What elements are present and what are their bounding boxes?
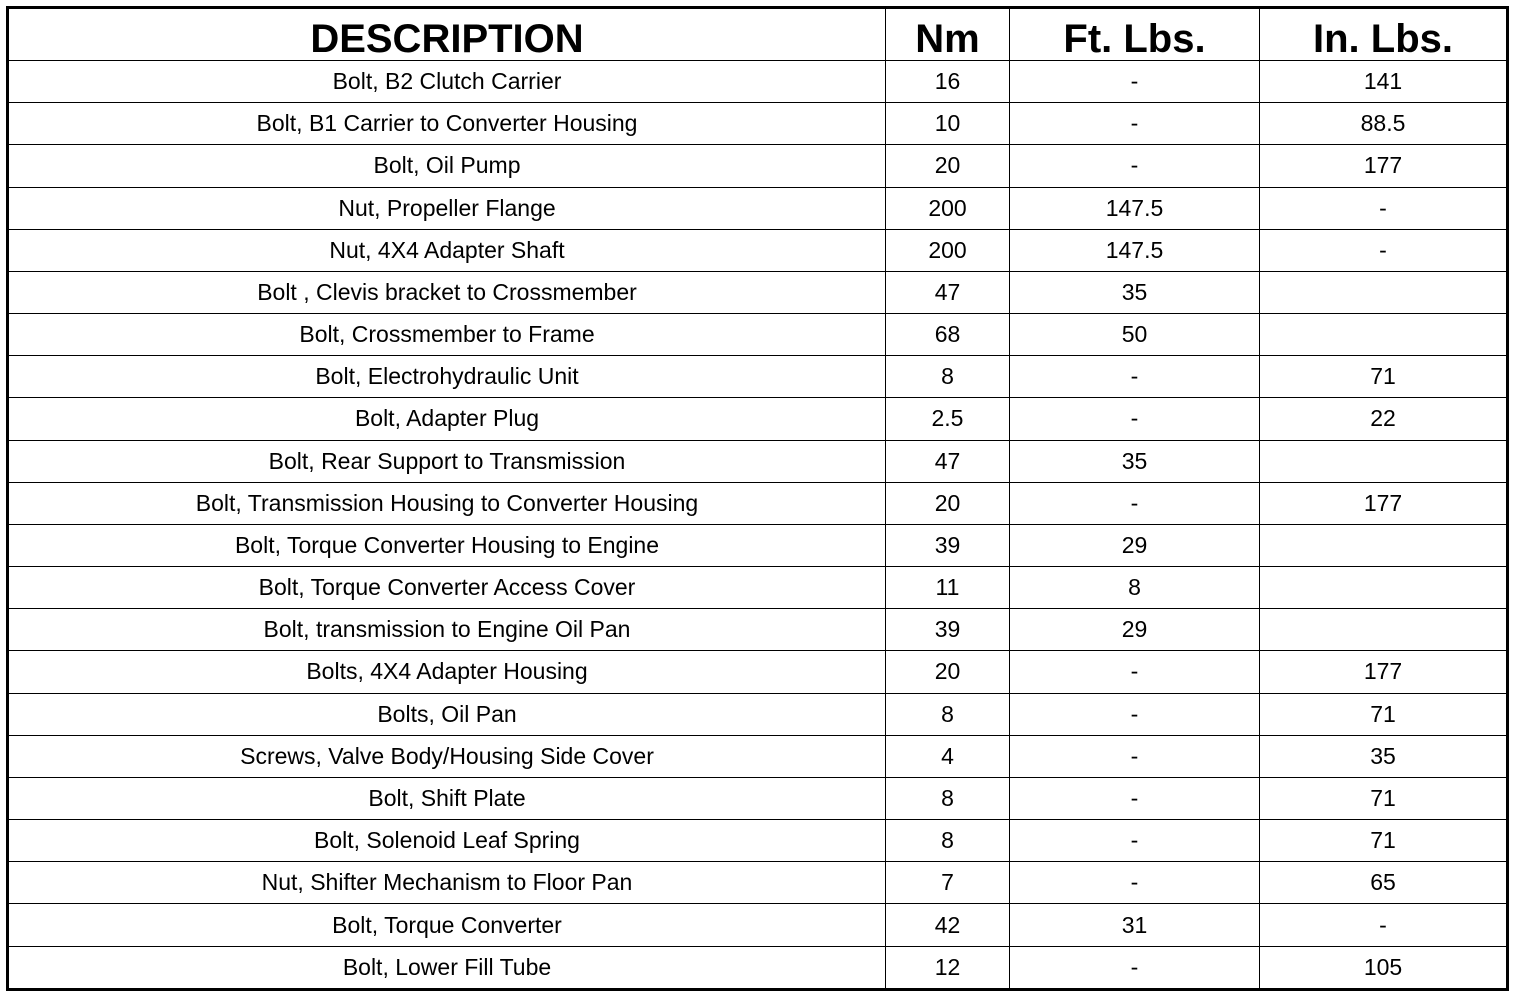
cell-in-lbs: 35 xyxy=(1260,735,1508,777)
cell-in-lbs xyxy=(1260,609,1508,651)
table-row xyxy=(8,145,1508,187)
cell-nm: 8 xyxy=(886,693,1010,735)
cell-description: Nut, Propeller Flange xyxy=(8,187,886,229)
cell-nm: 8 xyxy=(886,356,1010,398)
cell-description: Nut, 4X4 Adapter Shaft xyxy=(8,229,886,271)
header-in-lbs: In. Lbs. xyxy=(1260,8,1508,61)
cell-in-lbs: 22 xyxy=(1260,398,1508,440)
cell-nm: 200 xyxy=(886,187,1010,229)
cell-ft-lbs: - xyxy=(1010,651,1260,693)
cell-nm: 200 xyxy=(886,229,1010,271)
table-row xyxy=(8,946,1508,989)
cell-ft-lbs: 50 xyxy=(1010,314,1260,356)
table-row xyxy=(8,398,1508,440)
cell-in-lbs: 88.5 xyxy=(1260,103,1508,145)
header-nm: Nm xyxy=(886,8,1010,61)
cell-in-lbs: 71 xyxy=(1260,820,1508,862)
cell-description: Bolt, Solenoid Leaf Spring xyxy=(8,820,886,862)
cell-in-lbs: 71 xyxy=(1260,777,1508,819)
cell-in-lbs xyxy=(1260,271,1508,313)
cell-ft-lbs: - xyxy=(1010,693,1260,735)
table-row xyxy=(8,314,1508,356)
cell-ft-lbs: - xyxy=(1010,398,1260,440)
cell-nm: 20 xyxy=(886,482,1010,524)
cell-nm: 16 xyxy=(886,61,1010,103)
table-row xyxy=(8,440,1508,482)
cell-in-lbs: - xyxy=(1260,904,1508,946)
table-row xyxy=(8,524,1508,566)
cell-description: Bolts, Oil Pan xyxy=(8,693,886,735)
cell-ft-lbs: 147.5 xyxy=(1010,187,1260,229)
cell-ft-lbs: 35 xyxy=(1010,271,1260,313)
cell-description: Bolt , Clevis bracket to Crossmember xyxy=(8,271,886,313)
cell-ft-lbs: - xyxy=(1010,61,1260,103)
cell-description: Bolt, B2 Clutch Carrier xyxy=(8,61,886,103)
cell-nm: 39 xyxy=(886,524,1010,566)
table-row xyxy=(8,567,1508,609)
cell-description: Bolt, Electrohydraulic Unit xyxy=(8,356,886,398)
cell-nm: 7 xyxy=(886,862,1010,904)
torque-spec-table xyxy=(6,6,1509,991)
cell-description: Bolt, Lower Fill Tube xyxy=(8,946,886,989)
table-row xyxy=(8,651,1508,693)
cell-nm: 12 xyxy=(886,946,1010,989)
table-row xyxy=(8,777,1508,819)
cell-in-lbs: 141 xyxy=(1260,61,1508,103)
cell-in-lbs: 71 xyxy=(1260,693,1508,735)
cell-description: Nut, Shifter Mechanism to Floor Pan xyxy=(8,862,886,904)
table-row xyxy=(8,482,1508,524)
cell-description: Bolt, Crossmember to Frame xyxy=(8,314,886,356)
cell-in-lbs: - xyxy=(1260,187,1508,229)
cell-nm: 20 xyxy=(886,145,1010,187)
cell-ft-lbs: - xyxy=(1010,735,1260,777)
cell-ft-lbs: - xyxy=(1010,862,1260,904)
cell-description: Bolt, transmission to Engine Oil Pan xyxy=(8,609,886,651)
table-header-row xyxy=(8,8,1508,61)
cell-ft-lbs: - xyxy=(1010,820,1260,862)
cell-nm: 68 xyxy=(886,314,1010,356)
cell-nm: 47 xyxy=(886,440,1010,482)
cell-in-lbs xyxy=(1260,567,1508,609)
table-row xyxy=(8,820,1508,862)
cell-in-lbs: - xyxy=(1260,229,1508,271)
cell-ft-lbs: - xyxy=(1010,103,1260,145)
cell-in-lbs xyxy=(1260,524,1508,566)
cell-description: Screws, Valve Body/Housing Side Cover xyxy=(8,735,886,777)
cell-ft-lbs: - xyxy=(1010,777,1260,819)
cell-description: Bolt, Torque Converter Housing to Engine xyxy=(8,524,886,566)
cell-description: Bolts, 4X4 Adapter Housing xyxy=(8,651,886,693)
cell-ft-lbs: - xyxy=(1010,356,1260,398)
cell-description: Bolt, Torque Converter xyxy=(8,904,886,946)
cell-in-lbs: 177 xyxy=(1260,651,1508,693)
cell-ft-lbs: 31 xyxy=(1010,904,1260,946)
cell-nm: 10 xyxy=(886,103,1010,145)
cell-nm: 8 xyxy=(886,820,1010,862)
cell-in-lbs xyxy=(1260,440,1508,482)
cell-ft-lbs: - xyxy=(1010,482,1260,524)
cell-nm: 47 xyxy=(886,271,1010,313)
table-body xyxy=(8,61,1508,990)
cell-ft-lbs: - xyxy=(1010,145,1260,187)
table-row xyxy=(8,103,1508,145)
table-row xyxy=(8,609,1508,651)
cell-in-lbs: 177 xyxy=(1260,482,1508,524)
cell-ft-lbs: 147.5 xyxy=(1010,229,1260,271)
table-row xyxy=(8,61,1508,103)
header-description: DESCRIPTION xyxy=(8,8,886,61)
cell-description: Bolt, Adapter Plug xyxy=(8,398,886,440)
cell-nm: 20 xyxy=(886,651,1010,693)
cell-in-lbs xyxy=(1260,314,1508,356)
table-row xyxy=(8,862,1508,904)
cell-in-lbs: 177 xyxy=(1260,145,1508,187)
table-row xyxy=(8,735,1508,777)
cell-nm: 42 xyxy=(886,904,1010,946)
cell-nm: 2.5 xyxy=(886,398,1010,440)
table-row xyxy=(8,693,1508,735)
cell-ft-lbs: 29 xyxy=(1010,524,1260,566)
table-row xyxy=(8,904,1508,946)
table-row xyxy=(8,356,1508,398)
cell-in-lbs: 65 xyxy=(1260,862,1508,904)
cell-description: Bolt, Torque Converter Access Cover xyxy=(8,567,886,609)
cell-description: Bolt, Shift Plate xyxy=(8,777,886,819)
cell-nm: 39 xyxy=(886,609,1010,651)
cell-nm: 8 xyxy=(886,777,1010,819)
table-row xyxy=(8,229,1508,271)
table-row xyxy=(8,271,1508,313)
cell-description: Bolt, Oil Pump xyxy=(8,145,886,187)
cell-nm: 4 xyxy=(886,735,1010,777)
cell-ft-lbs: - xyxy=(1010,946,1260,989)
cell-ft-lbs: 35 xyxy=(1010,440,1260,482)
cell-in-lbs: 105 xyxy=(1260,946,1508,989)
header-ft-lbs: Ft. Lbs. xyxy=(1010,8,1260,61)
table-row xyxy=(8,187,1508,229)
cell-description: Bolt, Transmission Housing to Converter Housing xyxy=(8,482,886,524)
cell-nm: 11 xyxy=(886,567,1010,609)
cell-description: Bolt, B1 Carrier to Converter Housing xyxy=(8,103,886,145)
cell-in-lbs: 71 xyxy=(1260,356,1508,398)
cell-ft-lbs: 29 xyxy=(1010,609,1260,651)
cell-ft-lbs: 8 xyxy=(1010,567,1260,609)
cell-description: Bolt, Rear Support to Transmission xyxy=(8,440,886,482)
